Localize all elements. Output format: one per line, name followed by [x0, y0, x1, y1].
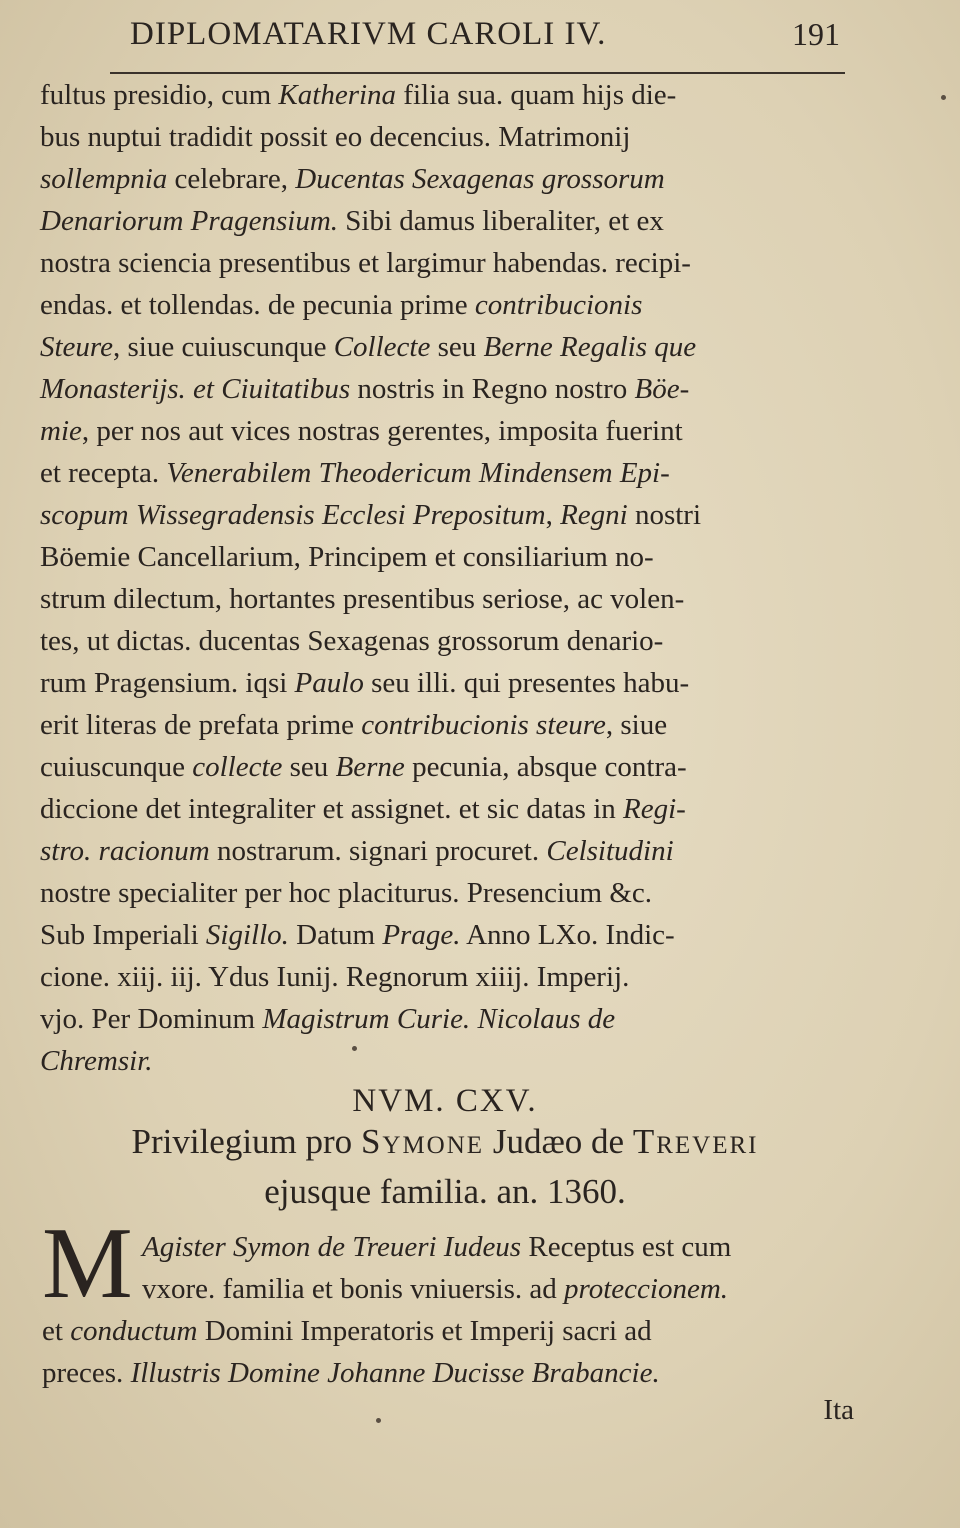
catchword: Ita	[823, 1394, 854, 1426]
page-number: 191	[792, 16, 840, 52]
text-line: et recepta. Venerabilem Theodericum Mindensem Epi-	[40, 457, 670, 489]
section-title-line1	[40, 1122, 850, 1162]
text-line: stro. racionum nostrarum. signari procuret. Celsitudini	[40, 835, 674, 867]
ink-speck	[941, 95, 946, 100]
text-line: tes, ut dictas. ducentas Sexagenas grossorum denario-	[40, 625, 664, 657]
text-line: bus nuptui tradidit possit eo decencius. Matrimonij	[40, 121, 631, 153]
text-line: nostre specialiter per hoc placiturus. Presencium &c.	[40, 877, 653, 909]
section-number: NVM. CXV.	[352, 1083, 538, 1119]
title-part1: Privilegium pro	[131, 1122, 353, 1161]
title-name-symone: Symone	[360, 1122, 485, 1161]
ink-speck	[352, 1046, 357, 1051]
charter-line: preces. Illustris Domine Johanne Ducisse Brabancie.	[42, 1357, 660, 1389]
text-line: vjo. Per Dominum Magistrum Curie. Nicolaus de	[40, 1003, 616, 1035]
text-line: Böemie Cancellarium, Principem et consiliarium no-	[40, 541, 654, 573]
text-line: cione. xiij. iij. Ydus Iunij. Regnorum xiiij. Imperij.	[40, 961, 630, 993]
text-line: Monasterijs. et Ciuitatibus nostris in Regno nostro Böe-	[40, 373, 690, 405]
text-line: endas. et tollendas. de pecunia prime contribucionis	[40, 289, 643, 321]
document-body	[40, 74, 850, 1082]
text-line: sollempnia celebrare, Ducentas Sexagenas grossorum	[40, 163, 665, 195]
text-line: Steure, siue cuiuscunque Collecte seu Berne Regalis que	[40, 331, 697, 363]
text-line: nostra sciencia presentibus et largimur habendas. recipi-	[40, 247, 691, 279]
text-line: mie, per nos aut vices nostras gerentes, imposita fuerint	[40, 415, 683, 447]
drop-cap-initial: M	[42, 1207, 133, 1320]
title-part2: Judæo de	[492, 1122, 625, 1161]
text-line: scopum Wissegradensis Ecclesi Prepositum, Regni nostri	[40, 499, 702, 531]
text-line: fultus presidio, cum Katherina filia sua. quam hijs die-	[40, 79, 677, 111]
text-line: Chremsir.	[40, 1045, 153, 1077]
charter-text	[42, 1226, 852, 1394]
text-line: strum dilectum, hortantes presentibus seriose, ac volen-	[40, 583, 685, 615]
text-line: cuiuscunque collecte seu Berne pecunia, absque contra-	[40, 751, 687, 783]
charter-line: Agister Symon de Treueri Iudeus Receptus est cum	[142, 1231, 732, 1263]
text-line: erit literas de prefata prime contribucionis steure, siue	[40, 709, 668, 741]
ink-speck	[376, 1418, 381, 1423]
text-line: Sub Imperiali Sigillo. Datum Prage. Anno LXo. Indic-	[40, 919, 675, 951]
charter-line: et conductum Domini Imperatoris et Imperij sacri ad	[42, 1315, 652, 1347]
running-title: DIPLOMATARIVM CAROLI IV.	[130, 16, 607, 52]
charter-line: vxore. familia et bonis vniuersis. ad proteccionem.	[142, 1273, 729, 1305]
section-title-line2: ejusque familia. an. 1360.	[264, 1172, 626, 1211]
text-line: Denariorum Pragensium. Sibi damus liberaliter, et ex	[40, 205, 664, 237]
title-name-treveri: Treveri	[632, 1122, 759, 1161]
text-line: diccione det integraliter et assignet. et sic datas in Regi-	[40, 793, 686, 825]
text-line: rum Pragensium. iqsi Paulo seu illi. qui presentes habu-	[40, 667, 690, 699]
page-header	[110, 10, 840, 68]
